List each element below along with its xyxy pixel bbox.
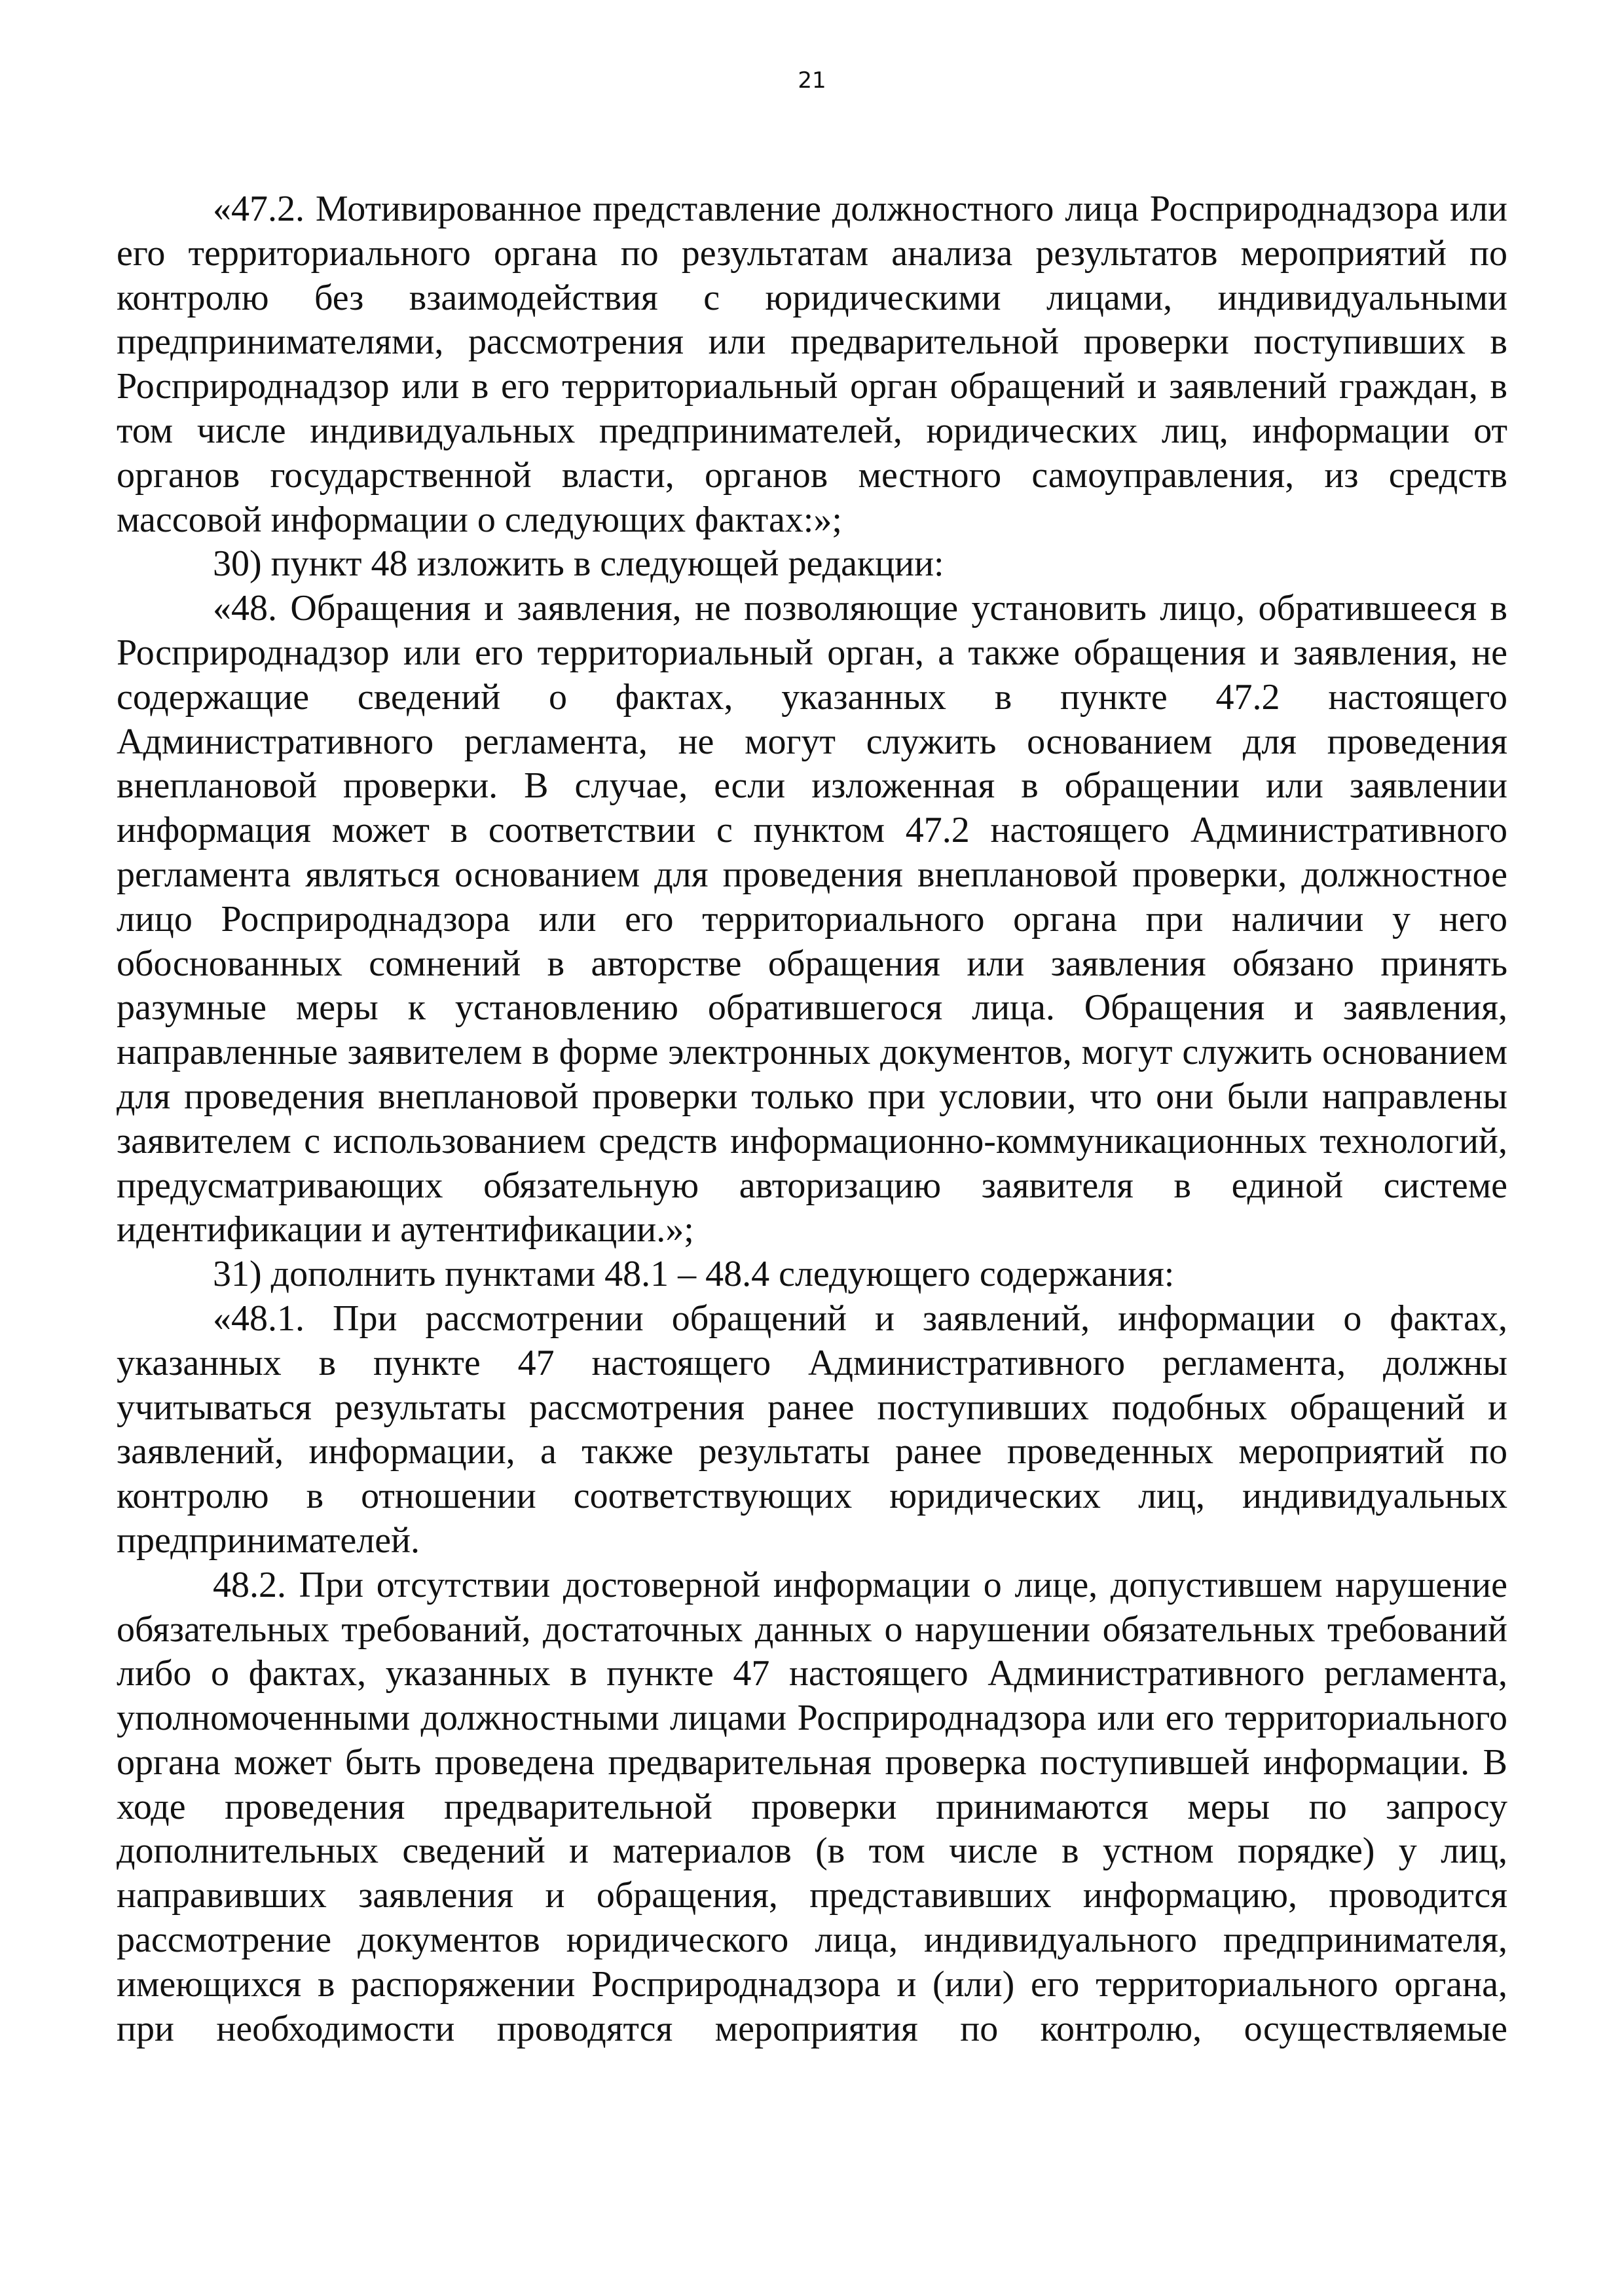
paragraph-item-31: 31) дополнить пунктами 48.1 – 48.4 следующего содержания: xyxy=(213,1254,1175,1295)
document-body xyxy=(117,187,1507,2051)
paragraph-item-30: 30) пункт 48 изложить в следующей редакции: xyxy=(213,543,944,585)
paragraph-48-1: «48.1. При рассмотрении обращений и заявлений, информации о фактах, указанных в пункте 47 настоящего Административного регламента, должны учитываться результаты рассмотрения ранее поступивших подобных обращений и заявлений, информации, а также результаты ранее проведенных мероприятий по контролю в отношении соответствующих юридических лиц, индивидуальных предпринимателей. xyxy=(117,1298,1507,1561)
paragraph-48-2: 48.2. При отсутствии достоверной информации о лице, допустившем нарушение обязательных требований, достаточных данных о нарушении обязательных требований либо о фактах, указанных в пункте 47 настоящего Административного регламента, уполномоченными должностными лицами Росприроднадзора или его территориального органа может быть проведена предварительная проверка поступившей информации. В ходе проведения предварительной проверки принимаются меры по запросу дополнительных сведений и материалов (в том числе в устном порядке) у лиц, направивших заявления и обращения, представивших информацию, проводится рассмотрение документов юридического лица, индивидуального предпринимателя, имеющихся в распоряжении Росприроднадзора и (или) его территориального органа, при необходимости проводятся мероприятия по контролю, осуществляемые xyxy=(117,1564,1507,2049)
paragraph-47-2: «47.2. Мотивированное представление должностного лица Росприроднадзора или его территориального органа по результатам анализа результатов мероприятий по контролю без взаимодействия с юридическими лицами, индивидуальными предпринимателями, рассмотрения или предварительной проверки поступивших в Росприроднадзор или в его территориальный орган обращений и заявлений граждан, в том числе индивидуальных предпринимателей, юридических лиц, информации от органов государственной власти, органов местного самоуправления, из средств массовой информации о следующих фактах:»; xyxy=(117,189,1507,540)
paragraph-48: «48. Обращения и заявления, не позволяющие установить лицо, обратившееся в Росприроднадзор или его территориальный орган, а также обращения и заявления, не содержащие сведений о фактах, указанных в пункте 47.2 настоящего Административного регламента, не могут служить основанием для проведения внеплановой проверки. В случае, если изложенная в обращении или заявлении информация может в соответствии с пунктом 47.2 настоящего Административного регламента являться основанием для проведения внеплановой проверки, должностное лицо Росприроднадзора или его территориального органа при наличии у него обоснованных сомнений в авторстве обращения или заявления обязано принять разумные меры к установлению обратившегося лица. Обращения и заявления, направленные заявителем в форме электронных документов, могут служить основанием для проведения внеплановой проверки только при условии, что они были направлены заявителем с использованием средств информационно-коммуникационных технологий, предусматривающих обязательную авторизацию заявителя в единой системе идентификации и аутентификации.»; xyxy=(117,588,1507,1250)
page-number: 21 xyxy=(798,67,826,94)
